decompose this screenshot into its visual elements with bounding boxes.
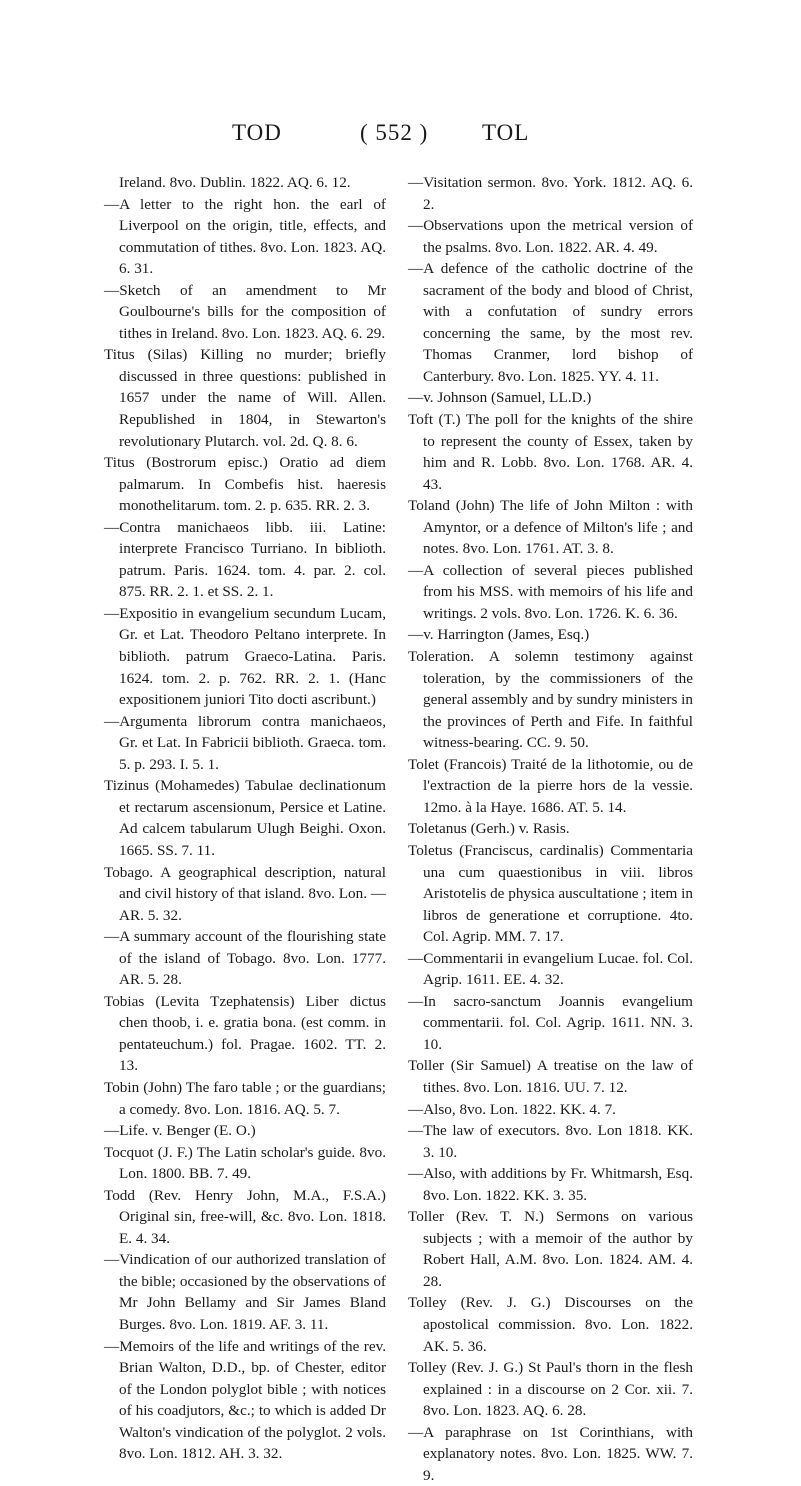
left-column <box>104 172 386 1465</box>
catalogue-entry: —Life. v. Benger (E. O.) <box>104 1122 256 1140</box>
catalogue-entry: —Contra manichaeos libb. iii. Latine: interprete Francisco Turriano. In biblioth. patrum. Paris. 1624. tom. 4. par. 2. col. 875. RR. 2. 1. et SS. 2. 1. <box>104 518 386 601</box>
catalogue-entry: —Also, 8vo. Lon. 1822. KK. 4. 7. <box>408 1100 616 1118</box>
page-number: ( 552 ) <box>360 120 429 145</box>
catalogue-entry: —Expositio in evangelium secundum Lucam, Gr. et Lat. Theodoro Peltano interprete. In biblioth. patrum Graeco-Latina. Paris. 1624. tom. 2. p. 762. RR. 2. 1. (Hanc expositionem juniori Tito docti ascribunt.) <box>104 604 386 709</box>
catalogue-entry: Tizinus (Mohamedes) Tabulae declinationum et rectarum ascensionum, Persice et Latine. Ad calcem tabularum Ulugh Beighi. Oxon. 1665. SS. 7. 11. <box>104 777 386 859</box>
running-header <box>0 120 801 152</box>
catalogue-entry: Tobin (John) The faro table ; or the guardians; a comedy. 8vo. Lon. 1816. AQ. 5. 7. <box>104 1078 386 1118</box>
catalogue-entry: Toft (T.) The poll for the knights of the shire to represent the county of Essex, taken by him and R. Lobb. 8vo. Lon. 1768. AR. 4. 43. <box>408 411 693 493</box>
catalogue-entry: —A paraphrase on 1st Corinthians, with explanatory notes. 8vo. Lon. 1825. WW. 7. 9. <box>408 1423 693 1484</box>
catalogue-entry: Tobias (Levita Tzephatensis) Liber dictus chen thoob, i. e. gratia bona. (est comm. in pentateuchum.) fol. Pragae. 1602. TT. 2. 13. <box>104 992 386 1075</box>
catalogue-entry: Toller (Rev. T. N.) Sermons on various subjects ; with a memoir of the author by Robert Hall, A.M. 8vo. Lon. 1824. AM. 4. 28. <box>408 1208 693 1290</box>
catalogue-entry: —Observations upon the metrical version of the psalms. 8vo. Lon. 1822. AR. 4. 49. <box>408 217 693 256</box>
catalogue-entry: Ireland. 8vo. Dublin. 1822. AQ. 6. 12. <box>119 174 351 191</box>
catalogue-entry: —A letter to the right hon. the earl of Liverpool on the origin, title, effects, and commutation of tithes. 8vo. Lon. 1823. AQ. 6. 31. <box>104 195 386 278</box>
catalogue-entry: —v. Harrington (James, Esq.) <box>408 626 590 644</box>
catalogue-entry: —Commentarii in evangelium Lucae. fol. Col. Agrip. 1611. EE. 4. 32. <box>408 949 693 989</box>
catalogue-entry: —Sketch of an amendment to Mr Goulbourne's bills for the composition of tithes in Ireland. 8vo. Lon. 1823. AQ. 6. 29. <box>104 281 386 342</box>
catalogue-entry: Tolet (Francois) Traité de la lithotomie, ou de l'extraction de la pierre hors de la vessie. 12mo. à la Haye. 1686. AT. 5. 14. <box>408 755 693 816</box>
catalogue-entry: Toletus (Franciscus, cardinalis) Commentaria una cum quaestionibus in viii. libros Aristotelis de physica auscultatione ; item in libros de generatione et corruptione. 4to. Col. Agrip. MM. 7. 17. <box>408 841 693 946</box>
catalogue-entry: —A defence of the catholic doctrine of the sacrament of the body and blood of Christ, with a confutation of sundry errors concerning the same, by the most rev. Thomas Cranmer, lord bishop of Canterbury. 8vo. Lon. 1825. YY. 4. 11. <box>408 260 693 385</box>
catalogue-entry: —Visitation sermon. 8vo. York. 1812. AQ. 6. 2. <box>408 174 693 213</box>
catalogue-entry: Tolley (Rev. J. G.) Discourses on the apostolical commission. 8vo. Lon. 1822. AK. 5. 36. <box>408 1294 693 1355</box>
catalogue-entry: Tolley (Rev. J. G.) St Paul's thorn in the flesh explained : in a discourse on 2 Cor. xii. 7. 8vo. Lon. 1823. AQ. 6. 28. <box>408 1359 693 1420</box>
catalogue-entry: Tocquot (J. F.) The Latin scholar's guide. 8vo. Lon. 1800. BB. 7. 49. <box>104 1143 386 1183</box>
catalogue-entry: —A summary account of the flourishing state of the island of Tobago. 8vo. Lon. 1777. AR. 5. 28. <box>104 928 386 989</box>
catalogue-entry: —The law of executors. 8vo. Lon 1818. KK. 3. 10. <box>408 1122 693 1161</box>
catalogue-entry: Toller (Sir Samuel) A treatise on the law of tithes. 8vo. Lon. 1816. UU. 7. 12. <box>408 1057 693 1096</box>
header-left-keyword: TOD <box>232 120 282 145</box>
catalogue-entry: —Memoirs of the life and writings of the rev. Brian Walton, D.D., bp. of Chester, editor of the London polyglot bible ; with notices of his coadjutors, &c.; to which is added Dr Walton's vindication of the polyglot. 2 vols. 8vo. Lon. 1812. AH. 3. 32. <box>104 1337 386 1463</box>
right-column <box>408 172 693 1486</box>
catalogue-entry: Titus (Bostrorum episc.) Oratio ad diem palmarum. In Combefis hist. haeresis monothelitarum. tom. 2. p. 635. RR. 2. 3. <box>104 454 386 515</box>
catalogue-entry: Tobago. A geographical description, natural and civil history of that island. 8vo. Lon. — AR. 5. 32. <box>104 863 387 924</box>
catalogue-entry: Toletanus (Gerh.) v. Rasis. <box>408 820 570 838</box>
catalogue-entry: —In sacro-sanctum Joannis evangelium commentarii. fol. Col. Agrip. 1611. NN. 3. 10. <box>408 992 693 1053</box>
catalogue-entry: —Argumenta librorum contra manichaeos, Gr. et Lat. In Fabricii biblioth. Graeca. tom. 5. p. 293. I. 5. 1. <box>104 712 386 773</box>
catalogue-entry: Todd (Rev. Henry John, M.A., F.S.A.) Original sin, free-will, &c. 8vo. Lon. 1818. E. 4. 34. <box>104 1186 386 1247</box>
catalogue-entry: —Vindication of our authorized translation of the bible; occasioned by the observations of Mr John Bellamy and Sir James Bland Burges. 8vo. Lon. 1819. AF. 3. 11. <box>104 1251 386 1333</box>
catalogue-entry: Toland (John) The life of John Milton : with Amyntor, or a defence of Milton's life ; and notes. 8vo. Lon. 1761. AT. 3. 8. <box>408 497 693 558</box>
catalogue-entry: —v. Johnson (Samuel, LL.D.) <box>408 389 592 407</box>
catalogue-entry: —A collection of several pieces published from his MSS. with memoirs of his life and writings. 2 vols. 8vo. Lon. 1726. K. 6. 36. <box>408 561 693 622</box>
catalogue-entry: Toleration. A solemn testimony against toleration, by the commissioners of the general assembly and by sundry ministers in the provinces of Perth and Fife. In faithful witness-bearing. CC. 9. 50. <box>408 648 693 752</box>
catalogue-entry: —Also, with additions by Fr. Whitmarsh, Esq. 8vo. Lon. 1822. KK. 3. 35. <box>408 1165 693 1204</box>
header-right-keyword: TOL <box>482 120 530 145</box>
catalogue-entry: Titus (Silas) Killing no murder; briefly discussed in three questions: published in 1657 under the name of Will. Allen. Republished in 1804, in Stewarton's revolutionary Plutarch. vol. 2d. Q. 8. 6. <box>104 346 386 450</box>
